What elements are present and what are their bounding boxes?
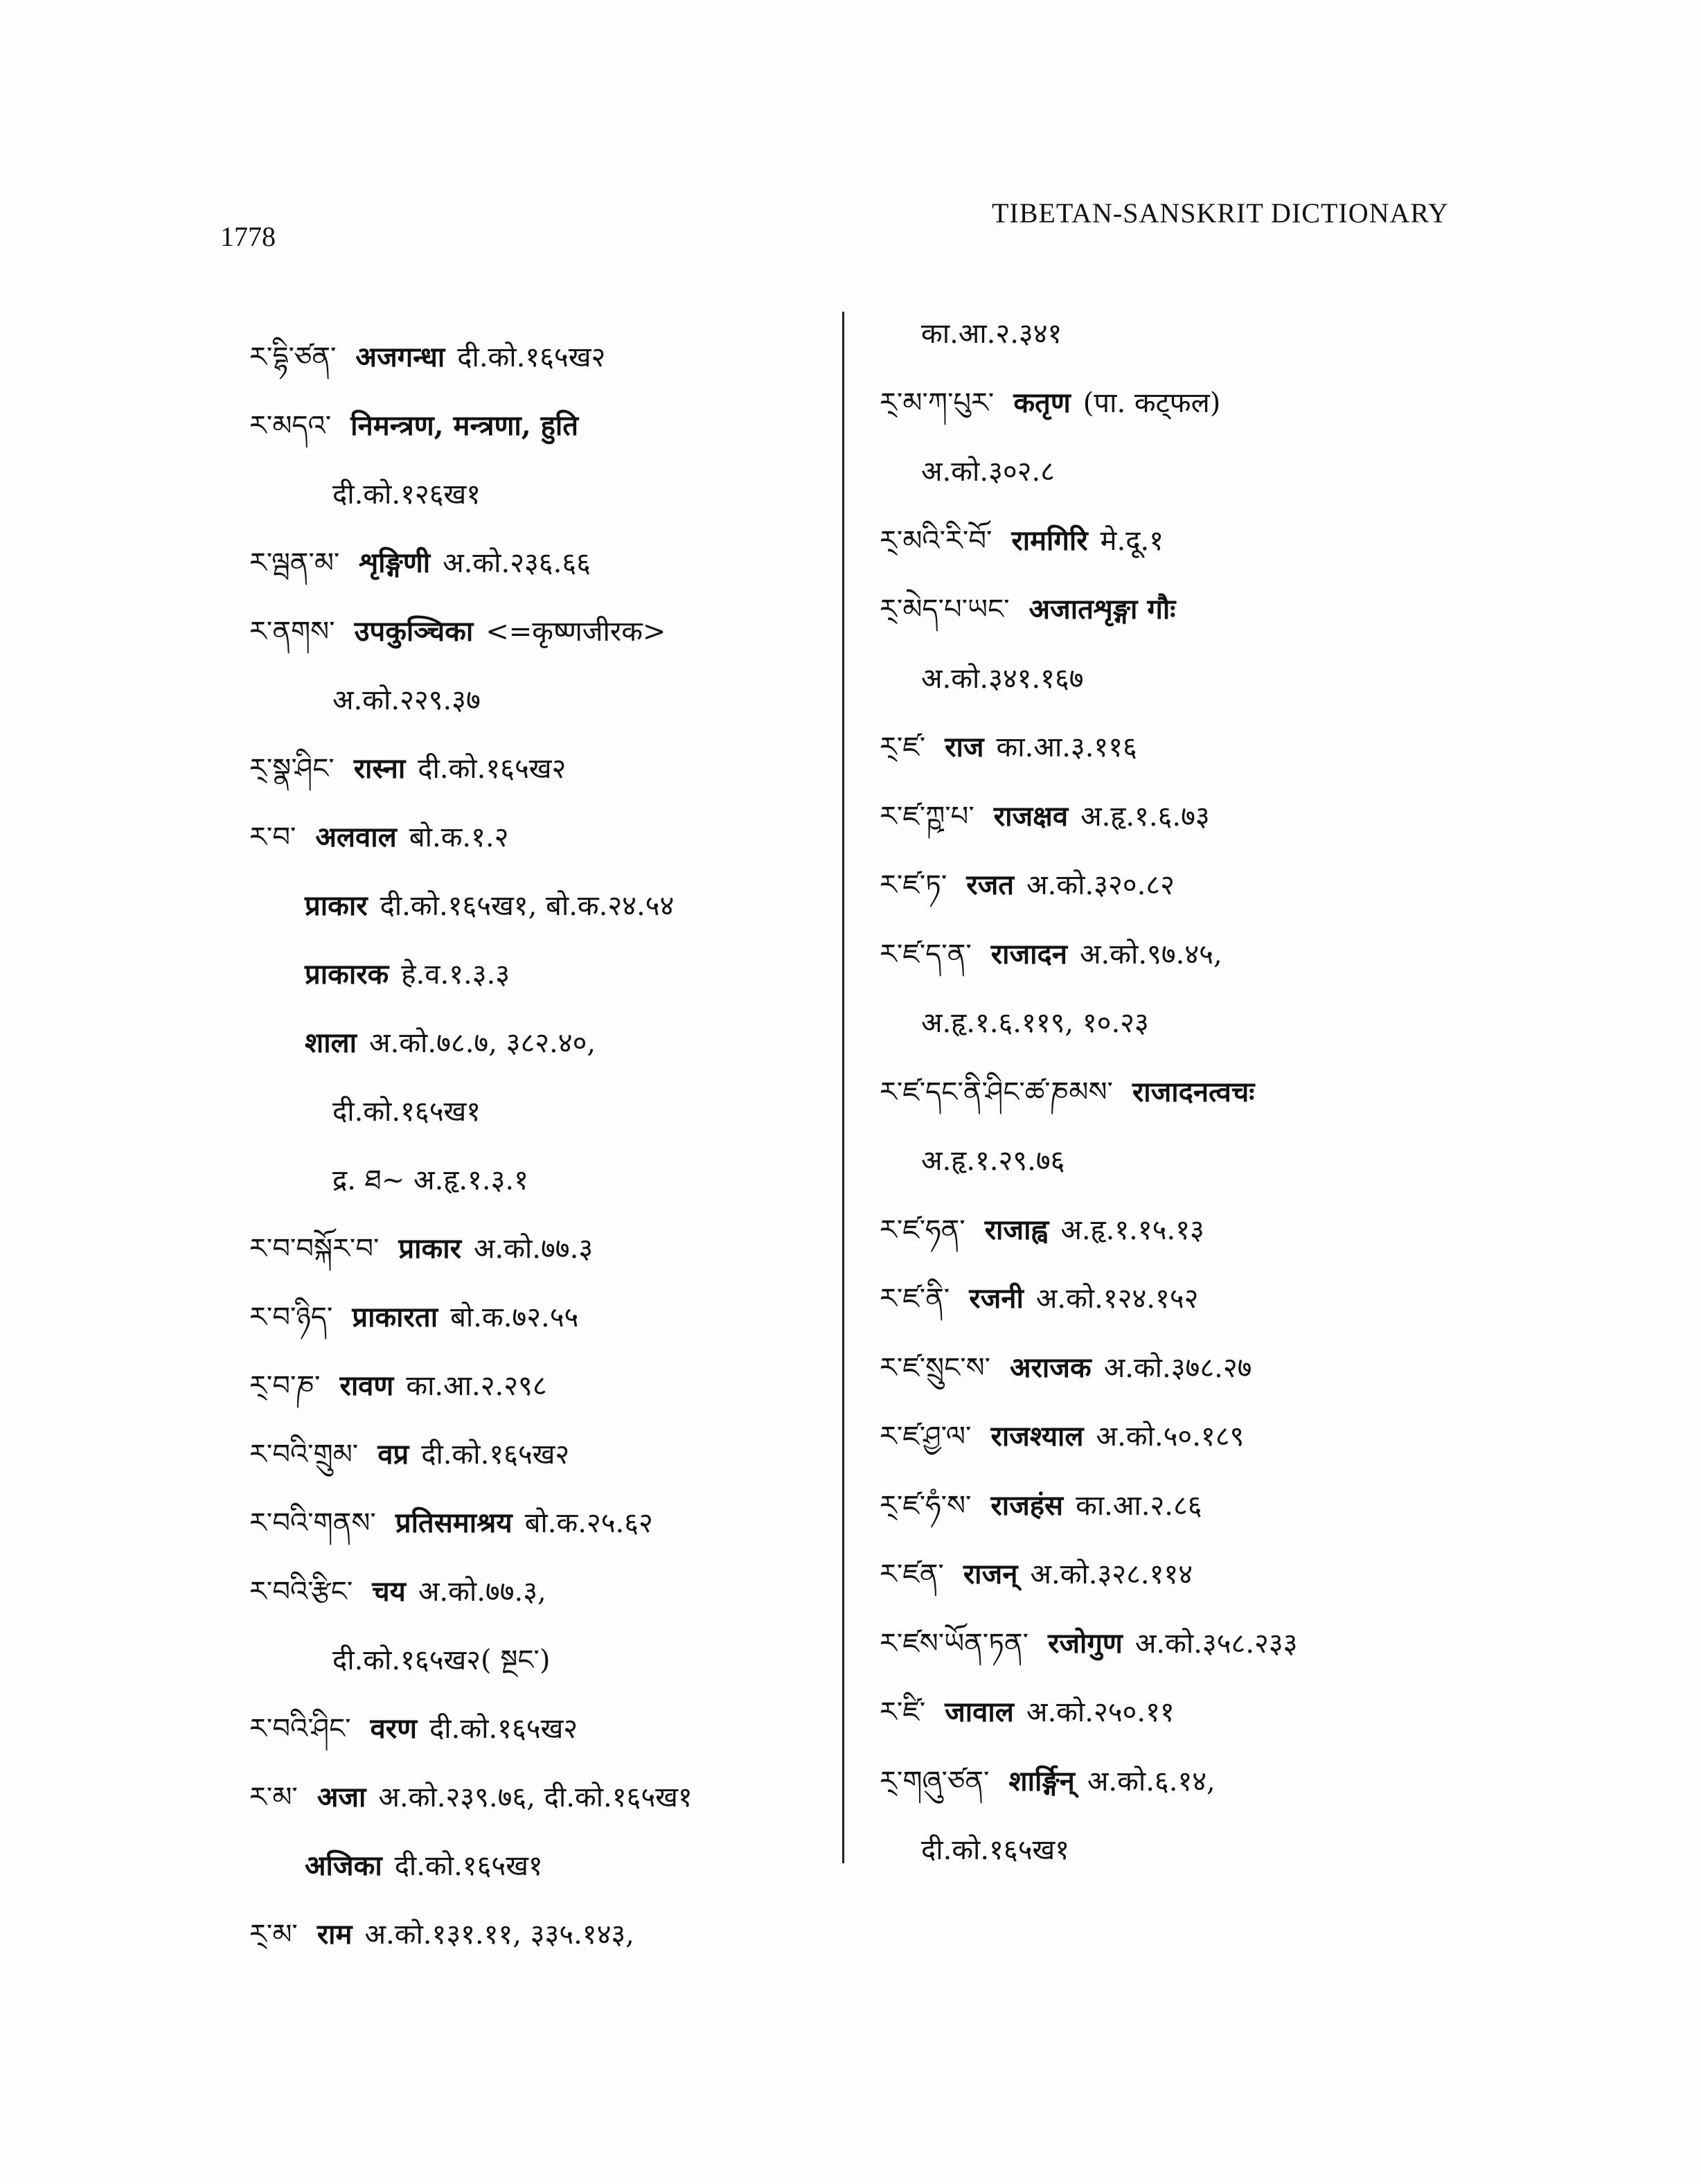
source-reference: अ.को.३०२.८ <box>921 456 1055 488</box>
sanskrit-equivalent: रावण <box>339 1369 394 1402</box>
source-reference: अ.हृ.१.६.११९, १०.२३ <box>921 1007 1149 1039</box>
entry-continuation <box>305 954 510 995</box>
source-reference: द्र. ཐ~ अ.हृ.१.३.१ <box>332 1164 528 1196</box>
sanskrit-equivalent: राज <box>945 731 984 763</box>
source-reference: अ.को.७७.३, <box>418 1576 546 1608</box>
dictionary-entry <box>249 1365 547 1407</box>
sanskrit-equivalent: राजन् <box>963 1558 1018 1590</box>
sanskrit-equivalent: रजत <box>966 869 1015 901</box>
source-reference: अ.को.३२०.८२ <box>1026 869 1175 901</box>
tibetan-headword: ར་ཛ་ཏ་ <box>880 869 947 901</box>
sanskrit-equivalent: राजाह्व <box>984 1213 1049 1246</box>
entry-continuation <box>921 658 1084 700</box>
dictionary-entry <box>880 864 1175 906</box>
tibetan-headword: ར་ཛི་ <box>880 1696 926 1728</box>
sanskrit-equivalent: प्राकार <box>305 889 368 922</box>
dictionary-entry <box>880 1416 1244 1457</box>
source-reference: अ.को.२३६.६६ <box>443 547 591 579</box>
sanskrit-equivalent: चय <box>372 1575 406 1608</box>
dictionary-entry <box>249 748 566 790</box>
sanskrit-equivalent: शार्ङ्गिन् <box>1008 1764 1075 1797</box>
source-reference: बो.क.२५.६२ <box>524 1507 653 1539</box>
running-header-title: TIBETAN-SANSKRIT DICTIONARY <box>992 197 1449 229</box>
sanskrit-equivalent: कतृण <box>1013 386 1071 419</box>
column-divider <box>842 312 844 1863</box>
dictionary-entry <box>249 1297 578 1338</box>
tibetan-headword: ར་བ་ <box>249 822 296 853</box>
dictionary-entry <box>880 1692 1175 1733</box>
entry-continuation <box>305 1845 543 1887</box>
entry-continuation <box>921 451 1055 492</box>
source-reference: अ.को.५०.१८९ <box>1096 1421 1245 1453</box>
sanskrit-equivalent: रजोगुण <box>1048 1626 1123 1660</box>
source-reference: अ.हृ.१.२९.७६ <box>921 1145 1065 1177</box>
tibetan-headword: ར་ཛན་ <box>880 1559 944 1590</box>
source-reference: अ.हृ.१.१५.१३ <box>1060 1214 1204 1246</box>
source-reference: दी.को.१६५ख१, बो.क.२४.५४ <box>380 890 675 922</box>
source-reference: अ.को.७७.३ <box>473 1233 594 1265</box>
sanskrit-equivalent: प्राकारता <box>352 1301 438 1333</box>
sanskrit-equivalent: अलवाल <box>315 821 397 853</box>
sanskrit-equivalent: राजहंस <box>990 1489 1064 1522</box>
source-reference: हे.व.१.३.३ <box>401 959 510 991</box>
tibetan-headword: ར྄་ཛ་ཧཾ་ས་ <box>880 1489 972 1522</box>
tibetan-headword: ར་ནགས་ <box>249 616 335 648</box>
sanskrit-equivalent: प्रतिसमाश्रय <box>395 1507 513 1539</box>
sanskrit-equivalent: राजादन <box>990 937 1067 970</box>
source-reference: (पा. कट्फल) <box>1083 387 1221 419</box>
source-reference: का.आ.२.२९८ <box>406 1370 547 1402</box>
entry-continuation <box>921 1140 1065 1182</box>
source-reference: अ.को.७८.७, ३८२.४०, <box>369 1027 596 1059</box>
source-reference: अ.को.३४१.१६७ <box>921 662 1084 695</box>
source-reference: अ.को.३७८.२७ <box>1103 1351 1252 1384</box>
dictionary-entry <box>880 589 1188 630</box>
tibetan-headword: ར་ལྦན་མ་ <box>249 547 340 579</box>
entry-continuation <box>305 1022 596 1064</box>
dictionary-entry <box>880 727 1137 768</box>
dictionary-entry <box>249 337 605 378</box>
dictionary-entry <box>249 611 666 652</box>
source-reference: दी.को.१६५ख२ <box>421 1439 570 1471</box>
sanskrit-equivalent: वरण <box>370 1712 418 1745</box>
dictionary-entry <box>880 1347 1252 1389</box>
source-reference: अ.को.१२४.१५२ <box>1035 1283 1199 1315</box>
tibetan-headword: ར་ཛ་ད་ན་ <box>880 938 972 970</box>
tibetan-headword: ར྄་མའི་རི་བོ་ <box>880 524 992 557</box>
tibetan-headword: ར་བའི་ཤིང་ <box>249 1713 351 1745</box>
dictionary-entry <box>249 1708 578 1750</box>
sanskrit-equivalent: शाला <box>305 1027 357 1059</box>
source-reference: दी.को.१६५ख१ <box>921 1834 1070 1866</box>
sanskrit-equivalent: अराजक <box>1010 1351 1092 1384</box>
sanskrit-equivalent: वप्र <box>377 1438 409 1471</box>
entry-continuation <box>332 1640 550 1681</box>
sanskrit-equivalent: अजगन्धा <box>355 341 445 373</box>
source-reference: मे.दू.१ <box>1100 524 1164 557</box>
dictionary-entry <box>880 796 1210 837</box>
sanskrit-equivalent: राम <box>317 1918 353 1951</box>
source-reference: दी.को.१६५ख२ <box>457 341 606 373</box>
source-reference: का.आ.२.३४१ <box>921 318 1062 350</box>
source-reference: अ.हृ.१.६.७३ <box>1080 800 1210 833</box>
source-reference: दी.को.१६५ख१ <box>394 1850 543 1882</box>
source-reference: <=कृष्णजीरक> <box>486 616 666 648</box>
source-reference: अ.को.३२८.११४ <box>1030 1559 1193 1590</box>
source-reference: अ.को.१३१.११, ३३५.१४३, <box>364 1919 634 1951</box>
tibetan-headword: ར་མདའ་ <box>249 410 332 442</box>
dictionary-entry <box>249 542 591 584</box>
entry-continuation <box>332 1091 481 1133</box>
tibetan-headword: ར྄་བ་ཎ་ <box>249 1370 321 1402</box>
source-reference: का.आ.२.८६ <box>1076 1489 1202 1522</box>
sanskrit-equivalent: रजनी <box>969 1282 1024 1315</box>
tibetan-headword: ར་བའི་གནས་ <box>249 1507 376 1539</box>
dictionary-entry <box>880 1485 1202 1527</box>
sanskrit-equivalent: रामगिरि <box>1011 524 1088 557</box>
source-reference: बो.क.१.२ <box>409 822 509 853</box>
sanskrit-equivalent: अजातशृङ्गा गौः <box>1028 593 1176 625</box>
source-reference: अ.को.२५०.११ <box>1026 1696 1175 1728</box>
entry-continuation <box>332 1160 528 1201</box>
sanskrit-equivalent: शृङ्गिणी <box>359 547 431 579</box>
tibetan-headword: ར྄་མ་ཀ་པུར་ <box>880 387 995 419</box>
dictionary-entry <box>249 1434 569 1475</box>
dictionary-entry <box>880 382 1220 424</box>
sanskrit-equivalent: निमन्त्रण, मन्त्रणा, हुति <box>350 409 579 442</box>
page-number: 1778 <box>220 221 276 252</box>
tibetan-headword: ར་མ་ <box>249 1782 298 1813</box>
dictionary-entry <box>880 934 1222 975</box>
sanskrit-equivalent: अजा <box>317 1781 366 1813</box>
source-reference: अ.को.६.१४, <box>1087 1765 1215 1797</box>
dictionary-entry <box>880 1072 1267 1113</box>
tibetan-headword: ར་བ་ཉིད་ <box>249 1302 333 1333</box>
dictionary-entry <box>880 520 1164 562</box>
dictionary-entry <box>880 1623 1297 1664</box>
source-reference: दी.को.१६५ख२ <box>418 753 567 785</box>
sanskrit-equivalent: रास्ना <box>353 752 406 785</box>
source-reference: अ.को.३५८.२३३ <box>1134 1627 1298 1660</box>
sanskrit-equivalent: प्राकारक <box>305 958 389 991</box>
sanskrit-equivalent: प्राकार <box>398 1232 461 1265</box>
sanskrit-equivalent: राजादनत्वचः <box>1132 1075 1255 1108</box>
dictionary-entry <box>880 1278 1198 1320</box>
source-reference: अ.को.२३९.७६, दी.को.१६५ख१ <box>378 1782 693 1813</box>
tibetan-headword: ར་ཛ་ཤྱ་ལ་ <box>880 1421 972 1453</box>
source-reference: बो.क.७२.५५ <box>450 1302 579 1333</box>
tibetan-headword: ར྄་སྣ་ཤིང་ <box>249 753 335 785</box>
tibetan-headword: ར་ཛ་སྲུང་ས་ <box>880 1351 990 1384</box>
source-reference: दी.को.१६५ख२( སྔང་) <box>332 1644 551 1676</box>
tibetan-headword: ར་ཛས་ཡོན་ཏན་ <box>880 1627 1028 1660</box>
tibetan-headword: ར྄་མ་ <box>249 1919 298 1951</box>
tibetan-headword: ར་དྷི་ཙན་ <box>249 341 337 373</box>
dictionary-entry <box>880 1209 1204 1251</box>
tibetan-headword: ར་ཛ་དང་ནི་ཤིང་ཚ་ཎམས་ <box>880 1076 1113 1108</box>
entry-continuation <box>332 680 481 721</box>
entry-continuation <box>332 474 481 515</box>
tibetan-headword: ར྄་མེད་པ་ཡང་ <box>880 594 1010 625</box>
sanskrit-equivalent: राजश्याल <box>990 1420 1084 1453</box>
sanskrit-equivalent: जावाल <box>945 1696 1014 1728</box>
source-reference: दी.को.१६५ख२ <box>429 1713 578 1745</box>
entry-continuation <box>305 885 674 927</box>
tibetan-headword: ར་བའི་རྩིང་ <box>249 1576 353 1608</box>
tibetan-headword: ར྄་ཛ་ <box>880 731 926 763</box>
source-reference: अ.को.९७.४५, <box>1079 938 1222 970</box>
dictionary-entry <box>249 1571 546 1613</box>
entry-continuation <box>921 1829 1069 1871</box>
tibetan-headword: ར྄་གཞུ་ཙན་ <box>880 1765 990 1797</box>
tibetan-headword: ར་ཛ་ནི་ <box>880 1283 950 1315</box>
dictionary-entry <box>249 1502 653 1544</box>
tibetan-headword: ར་བའི་གྲུམ་ <box>249 1439 359 1471</box>
source-reference: का.आ.३.११६ <box>996 731 1137 763</box>
dictionary-entry <box>880 1554 1193 1595</box>
tibetan-headword: ར་ཛ་ཧན་ <box>880 1214 965 1246</box>
sanskrit-equivalent: राजक्षव <box>993 799 1069 833</box>
sanskrit-equivalent: अजिका <box>305 1849 382 1882</box>
source-reference: अ.को.२२९.३७ <box>332 684 481 716</box>
dictionary-entry <box>249 1777 693 1818</box>
dictionary-entry <box>249 405 591 447</box>
source-reference: दी.को.१६५ख१ <box>332 1096 481 1128</box>
tibetan-headword: ར་བ་བསྐོར་བ་ <box>249 1233 380 1265</box>
entry-continuation <box>921 1002 1149 1044</box>
sanskrit-equivalent: उपकुञ्चिका <box>354 615 474 648</box>
dictionary-entry <box>880 1761 1215 1802</box>
tibetan-headword: ར་ཛ་ཀྵ་པ་ <box>880 800 974 833</box>
source-reference: दी.को.१२६ख१ <box>332 479 481 511</box>
dictionary-entry <box>249 817 508 858</box>
dictionary-entry <box>249 1914 634 1955</box>
dictionary-entry <box>249 1228 593 1270</box>
entry-continuation <box>921 313 1062 355</box>
